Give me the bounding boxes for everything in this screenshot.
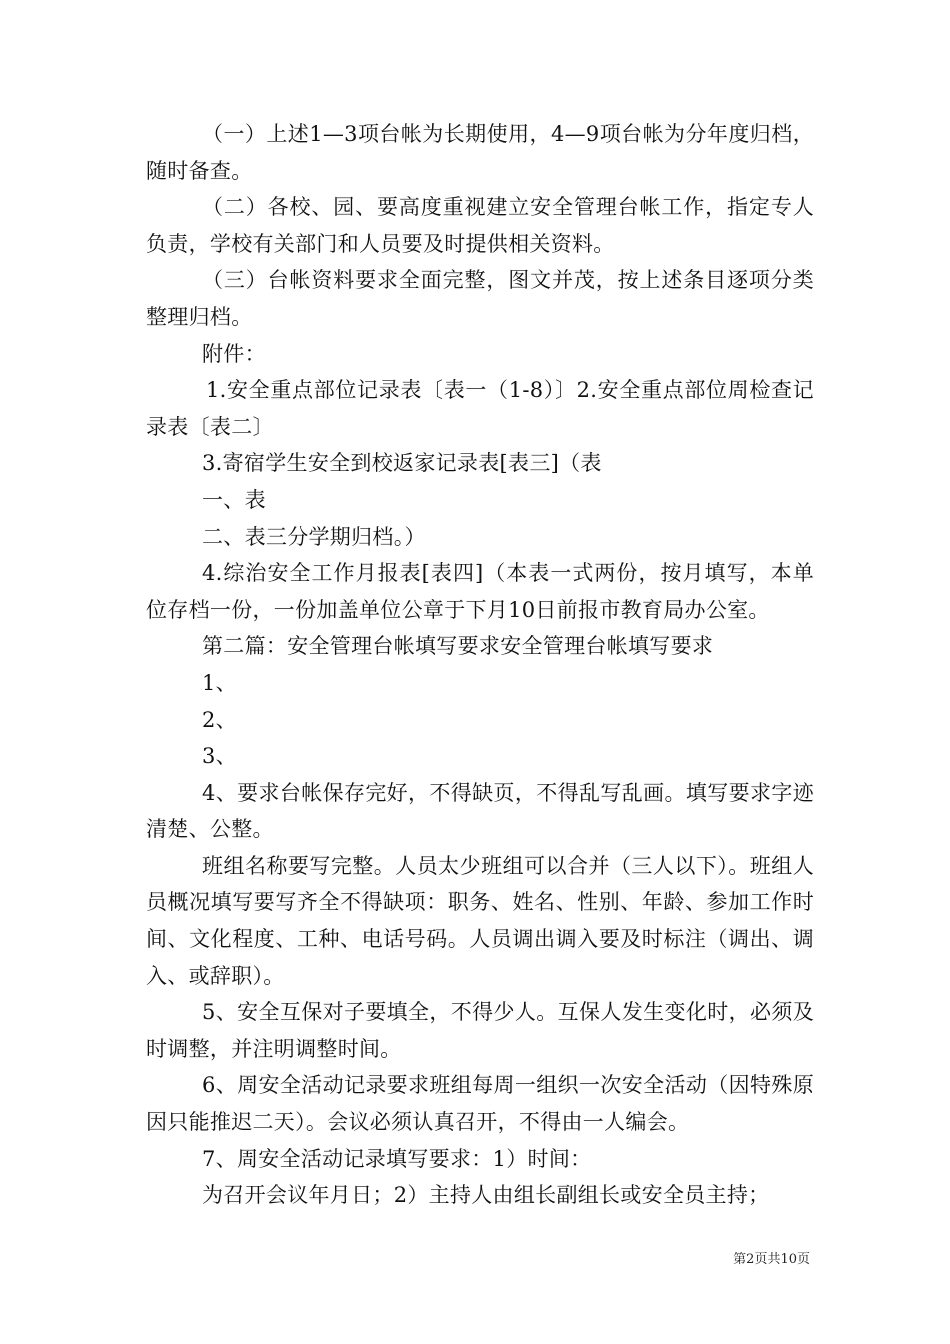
list-item: 3、 (202, 744, 237, 769)
document-body (146, 116, 814, 1214)
paragraph: 6、周安全活动记录要求班组每周一组织一次安全活动（因特殊原因只能推迟二天）。会议必须认真召开，不得由一人编会。 (146, 1073, 814, 1135)
paragraph: 二、表三分学期归档。） (202, 524, 426, 549)
paragraph: （二）各校、园、要高度重视建立安全管理台帐工作，指定专人负责，学校有关部门和人员要及时提供相关资料。 (146, 195, 814, 256)
paragraph: （一）上述1—3项台帐为长期使用，4—9项台帐为分年度归档，随时备查。 (146, 122, 814, 183)
paragraph: 7、周安全活动记录填写要求：1）时间： (202, 1146, 592, 1171)
paragraph: （三）台帐资料要求全面完整，图文并茂，按上述条目逐项分类整理归档。 (146, 268, 814, 329)
paragraph: 1.安全重点部位记录表〔表一（1-8）〕2.安全重点部位周检查记录表〔表二〕 (146, 378, 814, 439)
page-number: 第2页共10页 (733, 1252, 810, 1267)
list-item: 2、 (202, 707, 237, 732)
paragraph: 为召开会议年月日；2）主持人由组长副组长或安全员主持； (202, 1183, 770, 1208)
paragraph: 4.综治安全工作月报表[表四]（本表一式两份，按月填写，本单位存档一份，一份加盖单位公章于下月10日前报市教育局办公室。 (146, 561, 814, 622)
attachment-heading: 附件： (202, 341, 266, 366)
paragraph: 5、安全互保对子要填全，不得少人。互保人发生变化时，必须及时调整，并注明调整时间。 (146, 1000, 814, 1061)
paragraph: 3.寄宿学生安全到校返家记录表[表三]（表 (202, 451, 602, 476)
section-heading: 第二篇：安全管理台帐填写要求安全管理台帐填写要求 (202, 634, 714, 659)
list-item: 1、 (202, 670, 237, 695)
paragraph: 4、要求台帐保存完好，不得缺页，不得乱写乱画。填写要求字迹清楚、公整。 (146, 780, 814, 842)
paragraph: 一、表 (202, 487, 266, 512)
paragraph: 班组名称要写完整。人员太少班组可以合并（三人以下）。班组人员概况填写要写齐全不得缺项：职务、姓名、性别、年龄、参加工作时间、文化程度、工种、电话号码。人员调出调入要及时标注（调出、调入、或辞职）。 (146, 853, 814, 988)
